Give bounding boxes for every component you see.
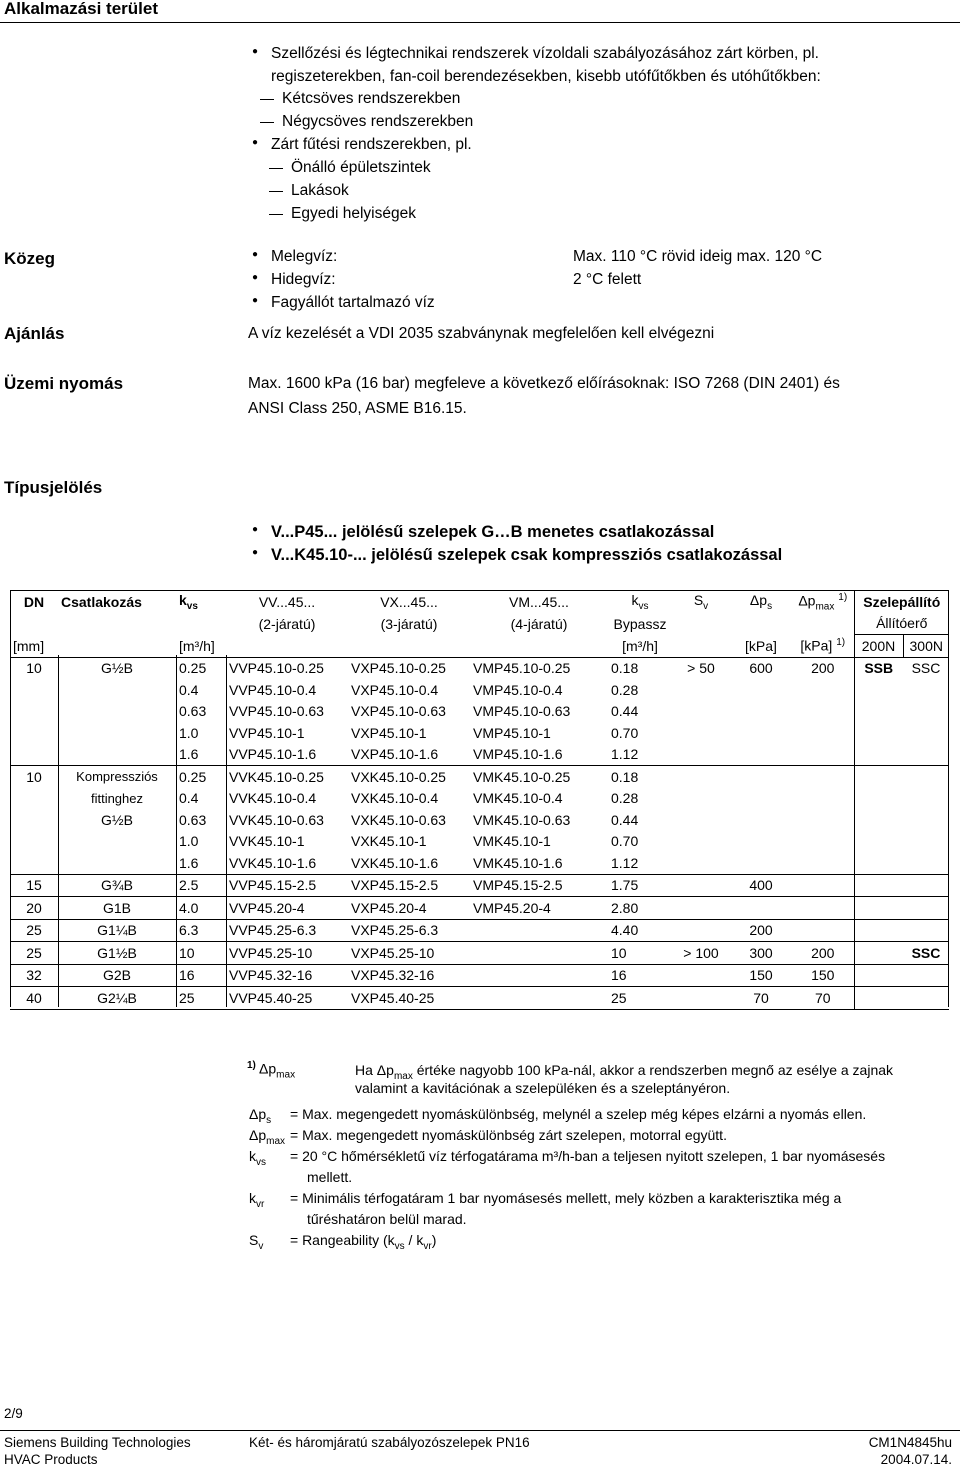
table-cell: VVP45.10-1.6 bbox=[229, 746, 317, 763]
table-cell bbox=[672, 679, 730, 701]
table-cell bbox=[10, 701, 58, 723]
table-cell: VVK45.10-1 bbox=[229, 833, 305, 850]
table-cell bbox=[672, 809, 730, 831]
table-cell: VXP45.10-1 bbox=[351, 724, 427, 741]
table-cell: VVP45.25-10 bbox=[226, 942, 348, 965]
table-cell bbox=[672, 613, 730, 635]
type-label: Típusjelölés bbox=[4, 478, 103, 497]
table-row bbox=[10, 852, 949, 874]
table-cell bbox=[792, 874, 854, 897]
table-cell bbox=[470, 942, 608, 965]
table-cell bbox=[730, 809, 792, 831]
footer-rule bbox=[0, 1430, 960, 1431]
table-cell: VMK45.10-0.63 bbox=[473, 811, 571, 828]
table-cell bbox=[672, 635, 730, 658]
table-row bbox=[10, 919, 949, 942]
table-cell: 200 bbox=[811, 660, 835, 677]
table-cell: 25 bbox=[176, 987, 226, 1010]
table-cell: VVP45.15-2.5 bbox=[226, 874, 348, 897]
pressure-text: Max. 1600 kPa (16 bar) megfeleve a következő előírásoknak: ISO 7268 (DIN 2401) és bbox=[248, 375, 840, 392]
table-cell bbox=[903, 701, 949, 723]
table-cell bbox=[672, 788, 730, 810]
table-cell: VVK45.10-0.4 bbox=[229, 790, 317, 807]
table-cell: 0.44 bbox=[611, 703, 639, 720]
table-cell bbox=[58, 852, 176, 874]
col-actuator: Szelepállító bbox=[854, 591, 949, 613]
table-cell bbox=[672, 744, 730, 766]
table-cell: VXK45.10-0.25 bbox=[348, 766, 470, 788]
table-cell bbox=[672, 874, 730, 897]
table-row bbox=[10, 744, 949, 766]
col-vx: VX...45... bbox=[348, 591, 470, 613]
table-cell: 0.25 bbox=[179, 660, 207, 677]
table-cell: VVP45.10-0.4 bbox=[229, 681, 317, 698]
table-cell bbox=[854, 852, 903, 874]
col-kvsb-sub: Bypassz bbox=[613, 615, 667, 632]
pressure-text-cont: ANSI Class 250, ASME B16.15. bbox=[248, 400, 467, 417]
table-cell: 25 bbox=[10, 919, 58, 942]
table-cell: SSC bbox=[911, 660, 941, 677]
table-cell bbox=[10, 679, 58, 701]
note-1-text: Ha $\Delta p_{max}$ értéke nagyobb 100 kPa-nál, akkor a rendszerben megnő az esélye a zajnak bbox=[355, 1062, 894, 1082]
table-cell bbox=[730, 766, 792, 788]
list-item-cont: regiszeterekben, fan-coil berendezésekben, kisebb utófűtőkben és utóhűtőkben: bbox=[271, 68, 821, 85]
table-cell: VMK45.10-0.4 bbox=[473, 790, 563, 807]
table-cell: VVP45.10-0.25 bbox=[229, 660, 324, 677]
table-header-row bbox=[10, 591, 949, 613]
unit-ps: [kPa] bbox=[730, 635, 792, 658]
table-cell: VVP45.25-6.3 bbox=[226, 919, 348, 942]
table-row bbox=[10, 874, 949, 897]
ajanlas-text: A víz kezelését a VDI 2035 szabványnak megfelelően kell elvégezni bbox=[248, 325, 715, 342]
table-cell: VMP45.15-2.5 bbox=[470, 874, 608, 897]
table-row bbox=[10, 809, 949, 831]
table-cell: VXP45.20-4 bbox=[348, 897, 470, 920]
table-cell: G½B bbox=[101, 660, 133, 677]
table-cell: VMP45.20-4 bbox=[470, 897, 608, 920]
table-row bbox=[10, 766, 949, 788]
table-cell: VVP45.10-1 bbox=[229, 724, 305, 741]
table-cell: VXK45.10-0.63 bbox=[351, 811, 446, 828]
table-cell: 16 bbox=[176, 964, 226, 987]
table-cell: VVK45.10-0.63 bbox=[229, 811, 324, 828]
table-row bbox=[10, 964, 949, 987]
type-item: ● V...P45... jelölésű szelepek G…B menetes csatlakozással bbox=[271, 523, 714, 542]
table-cell: SSC bbox=[903, 942, 949, 965]
table-units-row bbox=[10, 635, 949, 658]
table-cell bbox=[470, 987, 608, 1010]
table-cell: 0.28 bbox=[611, 790, 639, 807]
footer-doc-id: CM1N4845hu bbox=[868, 1435, 952, 1450]
note-1-symbol: $^{1)}$ $\Delta p_{max}$ bbox=[247, 1060, 296, 1081]
table-cell: 15 bbox=[10, 874, 58, 897]
table-cell bbox=[10, 852, 58, 874]
table-cell: 150 bbox=[792, 964, 854, 987]
table-cell bbox=[903, 964, 949, 987]
table-cell bbox=[903, 874, 949, 897]
medium-item: ● Fagyállót tartalmazó víz bbox=[271, 294, 435, 312]
def-kvr-symbol: $k_{vr}$ bbox=[249, 1190, 265, 1210]
table-cell bbox=[854, 987, 903, 1010]
table-cell bbox=[58, 744, 176, 766]
table-cell bbox=[470, 635, 608, 658]
table-cell bbox=[903, 722, 949, 744]
spec-table bbox=[10, 590, 949, 1010]
table-cell: G2B bbox=[58, 964, 176, 987]
table-cell: 1.6 bbox=[179, 854, 199, 871]
pressure-label: Üzemi nyomás bbox=[4, 374, 124, 393]
table-cell bbox=[903, 788, 949, 810]
medium-value: 2 °C felett bbox=[573, 271, 642, 288]
table-cell: > 100 bbox=[672, 942, 730, 965]
table-cell: VXP45.25-6.3 bbox=[348, 919, 470, 942]
table-cell bbox=[10, 831, 58, 853]
table-row bbox=[10, 987, 949, 1010]
table-cell: 1.75 bbox=[608, 874, 672, 897]
table-cell bbox=[854, 722, 903, 744]
table-cell: 6.3 bbox=[176, 919, 226, 942]
table-cell bbox=[792, 788, 854, 810]
table-row bbox=[10, 831, 949, 853]
table-cell: G1¼B bbox=[58, 919, 176, 942]
table-cell: VXP45.32-16 bbox=[348, 964, 470, 987]
list-subitem: Egyedi helyiségek bbox=[291, 205, 416, 222]
table-cell bbox=[730, 679, 792, 701]
table-cell bbox=[10, 613, 58, 635]
table-cell bbox=[10, 788, 58, 810]
table-cell bbox=[10, 809, 58, 831]
table-cell: 70 bbox=[792, 987, 854, 1010]
col-dn: DN bbox=[10, 591, 58, 613]
table-cell bbox=[58, 679, 176, 701]
table-row bbox=[10, 701, 949, 723]
table-cell: 600 bbox=[749, 660, 773, 677]
medium-item: ● Hidegvíz: bbox=[271, 271, 336, 289]
list-subitem: Önálló épületszintek bbox=[291, 159, 431, 176]
table-cell bbox=[348, 635, 470, 658]
table-cell: 2.80 bbox=[608, 897, 672, 920]
section-title: Alkalmazási terület bbox=[4, 0, 159, 18]
table-cell bbox=[903, 897, 949, 920]
list-item: ● Zárt fűtési rendszerekben, pl. bbox=[271, 136, 472, 154]
table-cell bbox=[58, 613, 176, 635]
page-number: 2/9 bbox=[4, 1406, 23, 1421]
table-cell: 2.5 bbox=[176, 874, 226, 897]
table-cell: VVP45.10-0.63 bbox=[229, 703, 324, 720]
table-cell: 0.18 bbox=[608, 766, 672, 788]
unit-200n: 200N bbox=[854, 635, 903, 658]
table-cell bbox=[792, 701, 854, 723]
col-vm: VM...45... bbox=[470, 591, 608, 613]
list-subitem: Négycsöves rendszerekben bbox=[282, 113, 474, 130]
table-cell bbox=[672, 964, 730, 987]
table-cell: 1.0 bbox=[179, 724, 199, 741]
table-row bbox=[10, 722, 949, 744]
table-cell bbox=[792, 679, 854, 701]
table-cell bbox=[470, 919, 608, 942]
col-vv: VV...45... bbox=[226, 591, 348, 613]
table-cell: 0.18 bbox=[611, 660, 639, 677]
table-cell: 16 bbox=[608, 964, 672, 987]
table-cell: VMP45.10-1 bbox=[473, 724, 551, 741]
col-pmax: $\Delta p_{max}$ $^{1)}$ bbox=[792, 591, 854, 613]
table-cell: 0.25 bbox=[176, 766, 226, 788]
table-cell: VXP45.10-0.25 bbox=[351, 660, 446, 677]
table-cell: VVP45.40-25 bbox=[226, 987, 348, 1010]
table-cell bbox=[903, 987, 949, 1010]
table-cell bbox=[730, 744, 792, 766]
table-cell: VXP45.10-0.63 bbox=[351, 703, 446, 720]
def-kvs-text: = 20 °C hőmérsékletű víz térfogatárama m³/h-ban a teljesen nyitott szelepen, 1 bar nyomásesés bbox=[290, 1148, 886, 1164]
table-cell: 0.44 bbox=[611, 811, 639, 828]
def-sv-text: = Rangeability $(k_{vs} / k_{vr})$ bbox=[290, 1232, 437, 1252]
table-cell bbox=[792, 897, 854, 920]
table-cell: 1.12 bbox=[611, 746, 639, 763]
table-cell bbox=[854, 766, 903, 788]
table-cell bbox=[176, 613, 226, 635]
table-cell bbox=[58, 722, 176, 744]
table-cell: 10 bbox=[26, 660, 42, 677]
list-subitem: Kétcsöves rendszerekben bbox=[282, 90, 461, 107]
col-conn: Csatlakozás bbox=[58, 591, 176, 613]
table-cell bbox=[792, 613, 854, 635]
table-cell bbox=[903, 809, 949, 831]
table-cell: > 50 bbox=[687, 660, 715, 677]
table-cell: VXP45.10-0.4 bbox=[351, 681, 439, 698]
ajanlas-label: Ajánlás bbox=[4, 324, 65, 343]
table-cell bbox=[672, 987, 730, 1010]
table-cell bbox=[730, 831, 792, 853]
table-row bbox=[10, 788, 949, 810]
table-cell: 300 bbox=[730, 942, 792, 965]
def-ps-symbol: $\Delta p_s$ bbox=[249, 1106, 272, 1126]
table-cell: VXP45.25-10 bbox=[348, 942, 470, 965]
table-cell: G1B bbox=[58, 897, 176, 920]
table-cell: 0.70 bbox=[611, 833, 639, 850]
table-cell bbox=[730, 613, 792, 635]
table-row bbox=[10, 679, 949, 701]
table-cell: 32 bbox=[10, 964, 58, 987]
table-cell bbox=[854, 809, 903, 831]
table-cell bbox=[792, 766, 854, 788]
table-cell bbox=[854, 942, 903, 965]
table-cell: 20 bbox=[10, 897, 58, 920]
table-cell bbox=[730, 701, 792, 723]
table-row bbox=[10, 897, 949, 920]
table-cell bbox=[730, 897, 792, 920]
table-cell bbox=[903, 852, 949, 874]
table-cell: SSB bbox=[854, 657, 903, 679]
table-cell: VMP45.10-0.63 bbox=[473, 703, 571, 720]
col-vv-sub: (2-járatú) bbox=[258, 615, 316, 632]
def-pmax-text: = Max. megengedett nyomáskülönbség zárt szelepen, motorral együtt. bbox=[290, 1127, 727, 1143]
def-ps-text: = Max. megengedett nyomáskülönbség, melynél a szelep még képes elzárni a nyomás ellen. bbox=[290, 1106, 867, 1122]
table-cell bbox=[470, 964, 608, 987]
def-pmax-symbol: $\Delta p_{max}$ bbox=[249, 1127, 286, 1147]
table-cell bbox=[903, 766, 949, 788]
table-cell: 70 bbox=[730, 987, 792, 1010]
type-item: ● V...K45.10-... jelölésű szelepek csak kompressziós csatlakozással bbox=[271, 546, 782, 565]
col-sv: $S_v$ bbox=[672, 591, 730, 613]
table-cell bbox=[672, 897, 730, 920]
table-cell: VMP45.10-0.25 bbox=[473, 660, 571, 677]
footer-doc-title: Két- és háromjáratú szabályozószelepek PN16 bbox=[249, 1435, 530, 1450]
def-kvs-symbol: $k_{vs}$ bbox=[249, 1148, 266, 1168]
table-cell: VXK45.10-1.6 bbox=[351, 854, 439, 871]
table-cell bbox=[903, 919, 949, 942]
table-cell: 25 bbox=[608, 987, 672, 1010]
table-cell: 4.0 bbox=[176, 897, 226, 920]
table-cell bbox=[58, 831, 176, 853]
table-cell bbox=[672, 852, 730, 874]
table-cell bbox=[854, 874, 903, 897]
table-cell bbox=[730, 722, 792, 744]
def-kvs-text-cont: mellett. bbox=[307, 1169, 353, 1185]
medium-value: Max. 110 °C rövid ideig max. 120 °C bbox=[573, 248, 823, 265]
table-cell bbox=[792, 831, 854, 853]
table-cell bbox=[672, 919, 730, 942]
table-cell: fittinghez bbox=[90, 790, 144, 806]
table-cell bbox=[58, 635, 176, 658]
table-cell bbox=[854, 788, 903, 810]
table-cell: 40 bbox=[10, 987, 58, 1010]
table-header-row2 bbox=[10, 613, 949, 635]
col-vx-sub: (3-járatú) bbox=[380, 615, 438, 632]
table-cell: 0.63 bbox=[179, 811, 207, 828]
kozeg-label: Közeg bbox=[4, 249, 55, 268]
table-cell: VMK45.10-0.25 bbox=[470, 766, 608, 788]
table-cell: VXK45.10-1 bbox=[351, 833, 427, 850]
footer-company: Siemens Building Technologies bbox=[4, 1435, 191, 1450]
table-cell bbox=[854, 679, 903, 701]
list-item: ● Szellőzési és légtechnikai rendszerek vízoldali szabályozásához zárt körben, pl. bbox=[271, 45, 819, 63]
table-cell: VVK45.10-0.25 bbox=[226, 766, 348, 788]
col-vm-sub: (4-járatú) bbox=[510, 615, 568, 632]
unit-300n: 300N bbox=[903, 635, 949, 658]
table-cell: 0.28 bbox=[611, 681, 639, 698]
table-cell bbox=[672, 701, 730, 723]
unit-kvs: [m³/h] bbox=[176, 635, 226, 658]
table-cell: VVP45.20-4 bbox=[226, 897, 348, 920]
table-cell bbox=[10, 744, 58, 766]
table-cell: 0.4 bbox=[179, 681, 199, 698]
table-cell: 1.12 bbox=[611, 854, 639, 871]
footer-date: 2004.07.14. bbox=[880, 1452, 952, 1467]
table-cell bbox=[792, 744, 854, 766]
table-cell: VXP45.10-1.6 bbox=[351, 746, 439, 763]
table-cell: 150 bbox=[730, 964, 792, 987]
table-cell: 200 bbox=[730, 919, 792, 942]
col-kvs: $k_{vs}$ bbox=[176, 591, 226, 613]
table-cell bbox=[903, 831, 949, 853]
def-kvr-text-cont: tűréshatáron belül marad. bbox=[307, 1211, 467, 1227]
table-cell bbox=[58, 701, 176, 723]
table-cell: G¾B bbox=[58, 874, 176, 897]
table-cell: 4.40 bbox=[608, 919, 672, 942]
footer-division: HVAC Products bbox=[4, 1452, 98, 1467]
table-cell: 0.4 bbox=[179, 790, 199, 807]
table-cell: G2¼B bbox=[58, 987, 176, 1010]
col-kvsb: $k_{vs}$ bbox=[608, 591, 672, 613]
def-sv-symbol: $S_v$ bbox=[249, 1232, 264, 1252]
table-cell bbox=[854, 964, 903, 987]
unit-pmax: [kPa] $^{1)}$ bbox=[792, 635, 854, 658]
table-cell: 400 bbox=[730, 874, 792, 897]
list-subitem: Lakások bbox=[291, 182, 349, 199]
unit-dn: [mm] bbox=[10, 635, 58, 658]
table-cell: VMK45.10-1.6 bbox=[473, 854, 563, 871]
table-cell bbox=[854, 831, 903, 853]
note-1-text-cont: valamint a kavitációnak a szelepüléken és a szeleptányéron. bbox=[355, 1080, 731, 1096]
table-cell bbox=[854, 919, 903, 942]
table-cell: G1½B bbox=[58, 942, 176, 965]
table-cell: 200 bbox=[792, 942, 854, 965]
table-cell bbox=[792, 722, 854, 744]
table-cell: 1.0 bbox=[179, 833, 199, 850]
table-cell: VMP45.10-1.6 bbox=[473, 746, 563, 763]
table-row bbox=[10, 657, 949, 679]
table-cell bbox=[854, 897, 903, 920]
table-cell bbox=[854, 701, 903, 723]
table-cell bbox=[10, 722, 58, 744]
table-cell: 10 bbox=[608, 942, 672, 965]
table-cell: VXP45.40-25 bbox=[348, 987, 470, 1010]
table-cell: VVK45.10-1.6 bbox=[229, 854, 317, 871]
table-cell: VXP45.15-2.5 bbox=[348, 874, 470, 897]
table-cell bbox=[792, 852, 854, 874]
table-cell: VMP45.10-0.4 bbox=[473, 681, 563, 698]
table-cell: 10 bbox=[10, 766, 58, 788]
table-cell: 0.63 bbox=[179, 703, 207, 720]
table-cell bbox=[672, 722, 730, 744]
col-ps: $\Delta p_s$ bbox=[730, 591, 792, 613]
table-cell bbox=[226, 635, 348, 658]
col-actuator-sub: Állítóerő bbox=[854, 613, 949, 635]
table-cell: 0.70 bbox=[611, 724, 639, 741]
table-cell bbox=[792, 809, 854, 831]
table-cell: 1.6 bbox=[179, 746, 199, 763]
table-cell bbox=[903, 744, 949, 766]
table-cell bbox=[730, 788, 792, 810]
table-cell bbox=[672, 831, 730, 853]
def-kvr-text: = Minimális térfogatáram 1 bar nyomásesés mellett, mely közben a karakterisztika még a bbox=[290, 1190, 842, 1206]
table-cell: 10 bbox=[176, 942, 226, 965]
table-cell bbox=[854, 744, 903, 766]
table-cell: VMK45.10-1 bbox=[473, 833, 551, 850]
table-cell: G½B bbox=[101, 811, 133, 828]
table-cell bbox=[730, 852, 792, 874]
unit-kvsb: [m³/h] bbox=[608, 635, 672, 658]
table-cell: VXK45.10-0.4 bbox=[351, 790, 439, 807]
table-row bbox=[10, 942, 949, 965]
table-cell bbox=[792, 919, 854, 942]
table-cell bbox=[672, 766, 730, 788]
table-cell bbox=[903, 679, 949, 701]
table-cell: 25 bbox=[10, 942, 58, 965]
medium-item: ● Melegvíz: bbox=[271, 248, 337, 266]
table-cell: VVP45.32-16 bbox=[226, 964, 348, 987]
table-cell: Kompressziós bbox=[58, 766, 176, 788]
